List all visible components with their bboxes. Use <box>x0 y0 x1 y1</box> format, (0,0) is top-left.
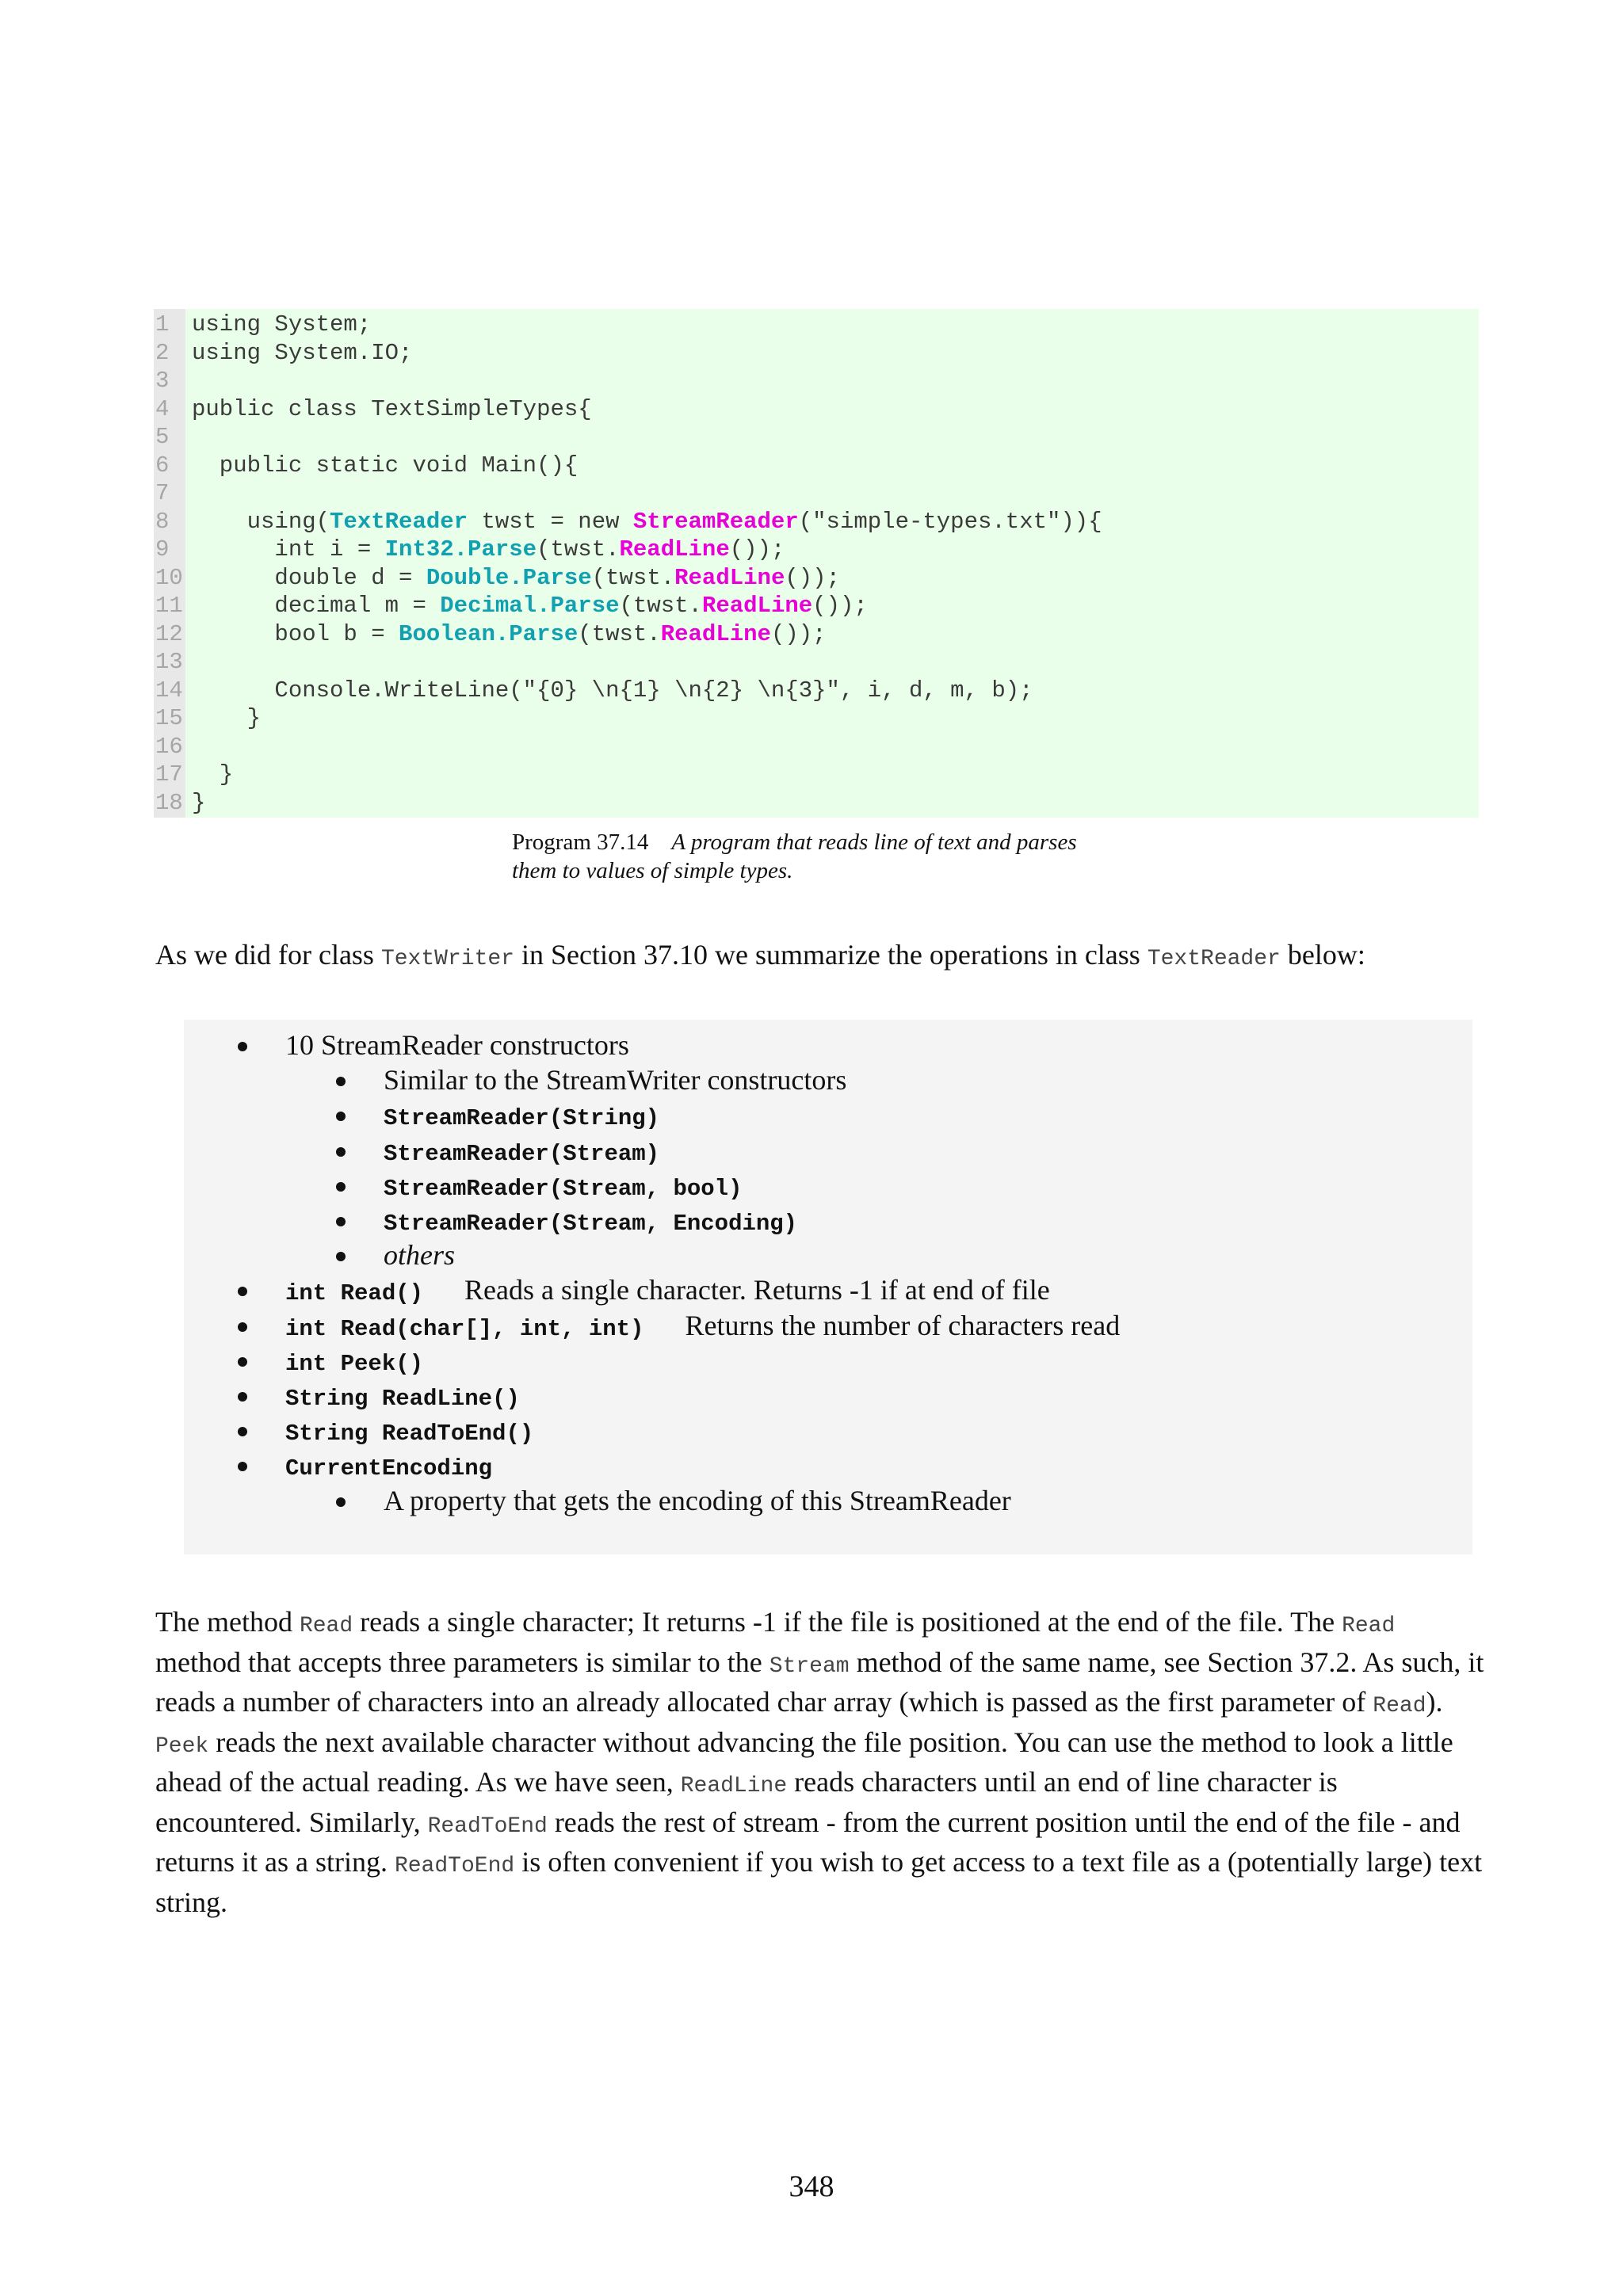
body-text: reads a single character; It returns -1 if the file is positioned at the end of the file. The <box>353 1606 1342 1638</box>
bullet-dot <box>336 1252 346 1261</box>
code-fragment: twst = new <box>468 508 633 535</box>
code-fragment: ("simple-types.txt")){ <box>798 508 1102 535</box>
code-line <box>154 423 1479 452</box>
code-token: Double.Parse <box>426 564 592 591</box>
code-line <box>154 789 1479 818</box>
method-signature: int Read() <box>285 1280 424 1307</box>
method-signature: String ReadToEnd() <box>285 1421 534 1447</box>
code-text <box>185 536 785 564</box>
constructor-signature: StreamReader(Stream) <box>384 1140 660 1167</box>
line-number: 11 <box>155 593 183 619</box>
bullet-dot <box>238 1322 247 1332</box>
summary-item <box>285 1272 1050 1307</box>
code-text <box>185 452 578 480</box>
code-text <box>185 704 261 733</box>
constructor-signature: StreamReader(Stream, bool) <box>384 1175 743 1202</box>
code-fragment: } <box>192 789 206 816</box>
line-number: 4 <box>155 395 170 422</box>
code-fragment: using System; <box>192 311 372 338</box>
bullet-dot <box>336 1217 346 1226</box>
body-text: method of the same name, see Section 37.2. As such, it reads a number of characters into an already allocated char array (which is passed as the first parameter of <box>155 1646 1484 1718</box>
summary-subitem <box>384 1097 659 1132</box>
code-text <box>185 789 205 818</box>
body-text: reads characters until an end of line character is encountered. Similarly, <box>155 1766 1338 1838</box>
method-description: Returns the number of characters read <box>685 1309 1121 1341</box>
code-line <box>154 367 1479 395</box>
constructors-heading: 10 StreamReader constructors <box>285 1029 629 1061</box>
line-number: 5 <box>155 424 170 450</box>
inline-code: ReadToEnd <box>427 1814 548 1839</box>
constructor-signature: StreamReader(String) <box>384 1105 660 1132</box>
constructor-note: others <box>384 1239 455 1272</box>
code-fragment: ()); <box>812 593 868 619</box>
code-token: ReadLine <box>674 564 785 591</box>
body-text: reads the rest of stream - from the current position until the end of the file - and returns it as a string. <box>155 1806 1461 1878</box>
code-line <box>154 311 1479 339</box>
code-line <box>154 564 1479 593</box>
bullet-dot <box>238 1357 247 1367</box>
code-fragment: int i = <box>192 536 385 563</box>
code-token: ReadLine <box>701 593 813 619</box>
line-number: 18 <box>155 789 183 816</box>
summary-subitem <box>384 1238 455 1272</box>
caption-line-1: A program that reads line of text and parses <box>671 830 1077 855</box>
bullet-dot <box>238 1392 247 1402</box>
bullet-dot <box>238 1427 247 1436</box>
summary-item <box>285 1413 533 1447</box>
summary-subitem <box>384 1168 742 1203</box>
intro-text-1: As we did for class <box>155 939 381 971</box>
caption-line-2: them to values of simple types. <box>512 858 793 883</box>
code-text <box>185 339 412 368</box>
page-number: 348 <box>789 2170 834 2203</box>
bullet-dot <box>336 1182 346 1192</box>
bullet-dot <box>336 1077 346 1086</box>
code-line <box>154 479 1479 508</box>
code-fragment: using System.IO; <box>192 339 413 366</box>
line-number: 12 <box>155 620 183 647</box>
body-paragraph <box>155 1604 1487 1920</box>
line-number: 10 <box>155 564 183 591</box>
inline-code: Read <box>1373 1694 1426 1718</box>
intro-paragraph <box>155 937 1487 978</box>
code-token: TextReader <box>330 508 468 535</box>
line-number: 14 <box>155 677 183 704</box>
code-fragment: Console.WriteLine("{0} \n{1} \n{2} \n{3}", i, d, m, b); <box>192 677 1033 704</box>
code-fragment: ()); <box>770 620 827 647</box>
code-line <box>154 395 1479 424</box>
code-line <box>154 677 1479 705</box>
code-fragment: } <box>192 705 262 731</box>
inline-code: ReadLine <box>680 1774 788 1798</box>
code-line <box>154 592 1479 620</box>
summary-item <box>285 1308 1120 1343</box>
code-line <box>154 536 1479 564</box>
code-line <box>154 733 1479 761</box>
code-fragment: decimal m = <box>192 593 441 619</box>
line-number: 2 <box>155 339 170 366</box>
body-text: ). <box>1426 1686 1443 1718</box>
method-signature: String ReadLine() <box>285 1386 520 1412</box>
code-fragment: public static void Main(){ <box>192 452 579 479</box>
code-fragment: (twst. <box>537 536 620 563</box>
line-number: 9 <box>155 536 170 563</box>
line-number: 6 <box>155 452 170 479</box>
code-fragment: double d = <box>192 564 426 591</box>
bullet-dot <box>336 1112 346 1121</box>
code-fragment: (twst. <box>578 620 661 647</box>
body-text: The method <box>155 1606 300 1638</box>
code-text <box>185 592 868 620</box>
constructor-note: Similar to the StreamWriter constructors <box>384 1064 847 1097</box>
line-number: 17 <box>155 761 183 788</box>
summary-item <box>285 1447 492 1482</box>
code-text <box>185 620 827 649</box>
bullet-dot <box>238 1042 247 1051</box>
intro-code-textreader: TextReader <box>1147 947 1281 971</box>
code-line <box>154 761 1479 789</box>
program-caption <box>512 828 1162 885</box>
code-token: ReadLine <box>660 620 771 647</box>
summary-item <box>285 1028 629 1062</box>
code-token: StreamReader <box>632 508 799 535</box>
inline-code: Peek <box>155 1733 209 1759</box>
intro-text-3: below: <box>1280 939 1365 971</box>
code-text <box>185 761 233 789</box>
code-text <box>185 564 840 593</box>
code-token: Int32.Parse <box>384 536 537 563</box>
code-text <box>185 677 1033 705</box>
inline-code: ReadToEnd <box>394 1854 515 1878</box>
code-token: Boolean.Parse <box>399 620 579 647</box>
code-fragment: } <box>192 761 234 788</box>
line-number: 15 <box>155 705 183 731</box>
code-fragment: ()); <box>785 564 840 591</box>
inline-code: Read <box>299 1614 353 1638</box>
code-fragment: (twst. <box>591 564 675 591</box>
code-token: ReadLine <box>619 536 730 563</box>
bullet-dot <box>238 1287 247 1296</box>
code-text <box>185 395 592 424</box>
summary-subitem <box>384 1203 797 1238</box>
line-number: 13 <box>155 649 183 675</box>
line-number: 7 <box>155 480 170 506</box>
bullet-dot <box>238 1462 247 1471</box>
code-text <box>185 508 1102 536</box>
code-fragment: public class TextSimpleTypes{ <box>192 395 592 422</box>
body-text: reads the next available character without advancing the file position. You can use the method to look a little ahead of the actual reading. As we have seen, <box>155 1726 1453 1798</box>
method-signature: int Read(char[], int, int) <box>285 1315 644 1342</box>
inline-code: Read <box>1342 1614 1396 1638</box>
code-fragment: using( <box>192 508 330 535</box>
code-line <box>154 508 1479 536</box>
body-text: method that accepts three parameters is similar to the <box>155 1646 769 1678</box>
method-signature: CurrentEncoding <box>285 1455 493 1482</box>
encoding-note: A property that gets the encoding of this StreamReader <box>384 1484 1011 1516</box>
code-line <box>154 648 1479 677</box>
code-fragment: ()); <box>729 536 785 563</box>
line-number: 8 <box>155 508 170 535</box>
summary-subitem <box>384 1133 659 1168</box>
summary-item <box>285 1343 423 1378</box>
body-text: is often convenient if you wish to get access to a text file as a (potentially large) text string. <box>155 1846 1483 1918</box>
bullet-dot <box>336 1497 346 1507</box>
method-description: Reads a single character. Returns -1 if at end of file <box>464 1274 1050 1306</box>
line-number: 16 <box>155 733 183 760</box>
code-text <box>185 311 371 339</box>
code-fragment: (twst. <box>619 593 702 619</box>
line-number: 1 <box>155 311 170 338</box>
line-number: 3 <box>155 368 170 394</box>
summary-subitem <box>384 1483 1011 1518</box>
caption-label: Program 37.14 <box>512 830 649 855</box>
intro-code-textwriter: TextWriter <box>380 947 514 971</box>
method-signature: int Peek() <box>285 1350 424 1377</box>
code-line <box>154 620 1479 649</box>
code-line <box>154 339 1479 368</box>
code-fragment: bool b = <box>192 620 399 647</box>
constructor-signature: StreamReader(Stream, Encoding) <box>384 1211 798 1237</box>
code-listing <box>154 309 1479 818</box>
intro-text-2: in Section 37.10 we summarize the operations in class <box>514 939 1148 971</box>
summary-subitem <box>384 1062 846 1097</box>
inline-code: Stream <box>769 1653 850 1679</box>
summary-item <box>285 1378 520 1413</box>
code-token: Decimal.Parse <box>440 593 620 619</box>
bullet-dot <box>336 1147 346 1157</box>
operations-summary-box <box>184 1020 1472 1554</box>
code-line <box>154 704 1479 733</box>
code-line <box>154 452 1479 480</box>
